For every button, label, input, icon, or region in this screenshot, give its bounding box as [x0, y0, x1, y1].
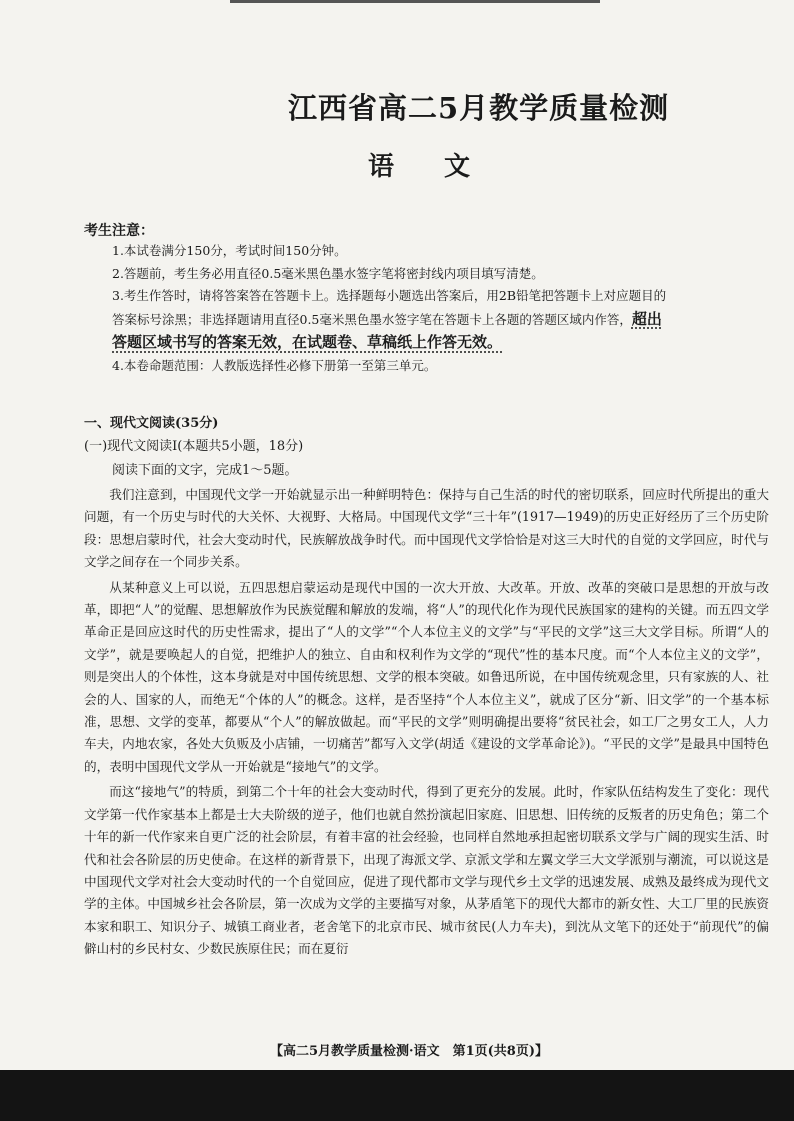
- notice-list: [112, 240, 672, 378]
- notice-item-text: 4.本卷命题范围：人教版选择性必修下册第一至第三单元。: [112, 357, 437, 373]
- section-subtitle: (一)现代文阅读Ⅰ(本题共5小题，18分): [84, 439, 304, 454]
- notice-item-2: [112, 263, 672, 286]
- section-title: 一、现代文阅读(35分): [84, 416, 219, 431]
- notice-item-3: [112, 285, 672, 355]
- exam-title: 江西省高二5月教学质量检测: [288, 91, 670, 125]
- notice-item-text: 3.考生作答时，请将答案答在答题卡上。选择题每小题选出答案后，用2B铅笔把答题卡上对应题目的答案标号涂黑；非选择题请用直径0.5毫米黑色墨水签字笔在答题卡上各题的答题区域内作答，: [112, 288, 667, 327]
- passage-paragraph: 从某种意义上可以说，五四思想启蒙运动是现代中国的一次大开放、大改革。开放、改革的突破口是思想的开放与改革，即把“人”的觉醒、思想解放作为民族觉醒和解放的发端，将“人”的现代化作为现代民族国家的建构的关键。而五四文学革命正是回应这时代的历史性需求，提出了“人的文学”“个人本位主义的文学”与“平民的文学”这三大文学目标。所谓“人的文学”，就是要唤起人的自觉，把维护人的独立、自由和权利作为文学的“现代”性的基本尺度。而“个人本位主义的文学”，则是突出人的个体性，这本身就是对中国传统思想、文学的根本突破。如鲁迅所说，在中国传统观念里，只有家族的人、社会的人、国家的人，而绝无“个体的人”的概念。这样，是否坚持“个人本位主义”，就成了区分“新、旧文学”的一个基本标准，思想、文学的变革，都要从“个人”的解放做起。而“平民的文学”则明确提出要将“贫民社会，如工厂之男女工人，人力车夫，内地农家，各处大负贩及小店铺，一切痛苦”都写入文学(胡适《建设的文学革命论》)。“平民的文学”是最具中国特色的，表明中国现代文学从一开始就是“接地气”的文学。: [84, 579, 769, 774]
- reading-instruction: 阅读下面的文字，完成1～5题。: [112, 463, 298, 478]
- notice-item-text: 2.答题前，考生务必用直径0.5毫米黑色墨水签字笔将密封线内项目填写清楚。: [112, 265, 544, 281]
- notice-item-1: [112, 240, 672, 263]
- notice-item-4: [112, 355, 672, 378]
- bottom-scan-edge: [0, 1070, 794, 1121]
- reading-passage: [84, 484, 769, 964]
- notice-heading: 考生注意：: [84, 223, 154, 239]
- passage-paragraph: 而这“接地气”的特质，到第二个十年的社会大变动时代，得到了更充分的发展。此时，作家队伍结构发生了变化：现代文学第一代作家基本上都是士大夫阶级的逆子，他们也就自然扮演起旧家庭、旧思想、旧传统的反叛者的历史角色；第二个十年的新一代作家来自更广泛的社会阶层，有着丰富的社会经验，也同样自然地承担起密切联系文学与广阔的现实生活、时代和社会各阶层的历史使命。在这样的新背景下，出现了海派文学、京派文学和左翼文学三大文学派别与潮流，可以说这是中国现代文学对社会大变动时代的一个自觉回应，促进了现代都市文学与现代乡土文学的迅速发展、成熟及最终成为现代文学的主体。中国城乡社会各阶层，第一次成为文学的主要描写对象，从茅盾笔下的现代大都市的新女性、大工厂里的民族资本家和职工、知识分子、城镇工商业者，老舍笔下的北京市民、城市贫民(人力车夫)，到沈从文笔下的还处于“前现代”的偏僻山村的乡民村女、少数民族原住民；而在夏衍: [84, 784, 769, 957]
- passage-paragraph: 我们注意到，中国现代文学一开始就显示出一种鲜明特色：保持与自己生活的时代的密切联系，回应时代所提出的重大问题，有一个历史与时代的大关怀、大视野、大格局。中国现代文学“三十年”(1917—1949)的历史正好经历了三个历史阶段：思想启蒙时代，社会大变动时代，民族解放战争时代。而中国现代文学恰恰是对这三大时代的自觉的文学回应，时代与文学之间存在一个同步关系。: [84, 487, 769, 570]
- page-footer: 【高二5月教学质量检测·语文 第1页(共8页)】: [270, 1044, 548, 1059]
- notice-emphasis: 超出答题区域书写的答案无效，在试题卷、草稿纸上作答无效。: [112, 309, 662, 352]
- notice-item-text: 1.本试卷满分150分，考试时间150分钟。: [112, 243, 347, 258]
- exam-subject: 语文: [368, 152, 521, 182]
- top-edge-line: [230, 0, 600, 3]
